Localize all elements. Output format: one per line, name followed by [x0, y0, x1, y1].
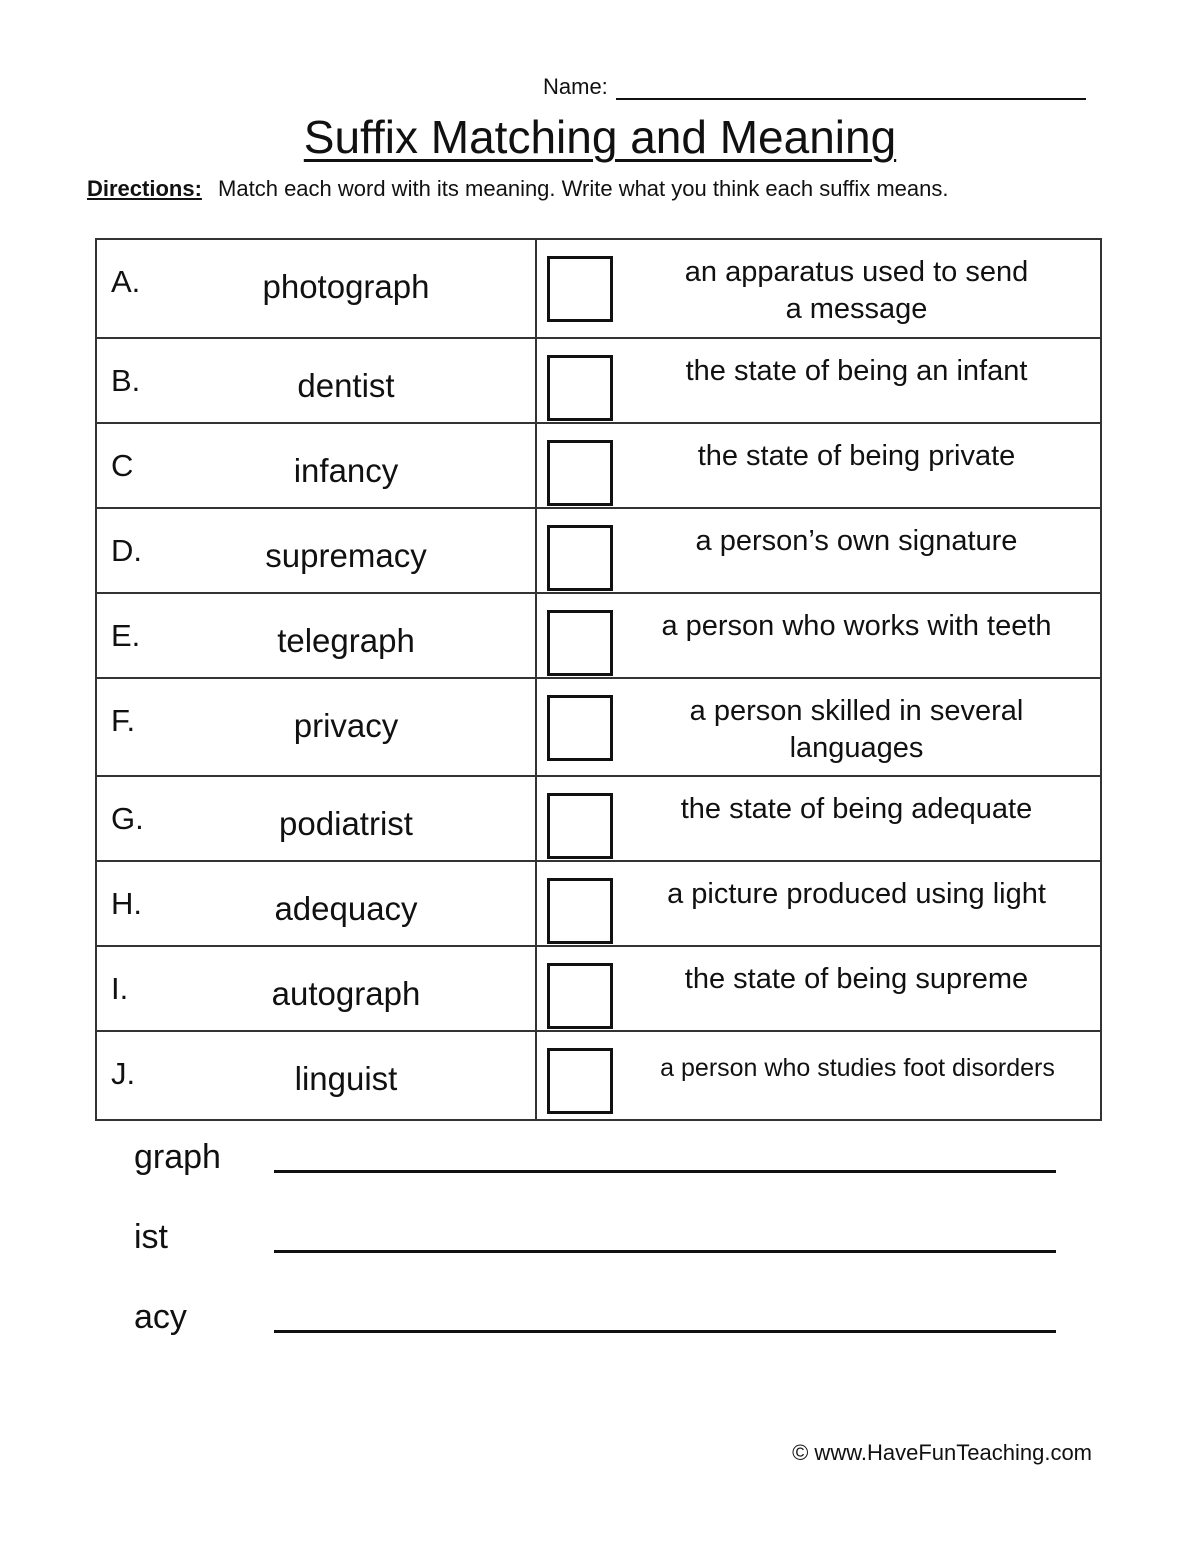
copyright-footer: © www.HaveFunTeaching.com: [792, 1440, 1092, 1465]
word-cell: [96, 1031, 536, 1120]
answer-box[interactable]: [547, 793, 613, 859]
answer-box[interactable]: [547, 695, 613, 761]
row-word: infancy: [293, 452, 399, 489]
word-cell: [96, 861, 536, 946]
directions-text: Match each word with its meaning. Write what you think each suffix means.: [218, 176, 949, 201]
row-word: supremacy: [265, 537, 427, 574]
meaning-cell: [536, 508, 1101, 593]
row-word: dentist: [297, 367, 395, 404]
meaning-cell: [536, 423, 1101, 508]
row-letter: H.: [111, 886, 142, 921]
word-cell: [96, 508, 536, 593]
word-cell: [96, 776, 536, 861]
suffix-label: acy: [134, 1298, 187, 1336]
name-field: [543, 72, 1086, 100]
answer-box[interactable]: [547, 963, 613, 1029]
suffix-row: [134, 1138, 1056, 1177]
row-word: privacy: [293, 707, 399, 744]
matching-table: [95, 238, 1102, 1121]
answer-box[interactable]: [547, 355, 613, 421]
row-word: photograph: [262, 268, 430, 305]
row-letter: B.: [111, 363, 141, 398]
row-letter: J.: [111, 1056, 136, 1091]
row-letter: D.: [111, 533, 142, 568]
answer-box[interactable]: [547, 1048, 613, 1114]
suffix-answer-line[interactable]: [274, 1250, 1056, 1253]
table-row: [96, 861, 1101, 946]
row-letter: C: [111, 448, 134, 483]
page-title: Suffix Matching and Meaning: [303, 111, 897, 163]
word-cell: [96, 338, 536, 423]
answer-box[interactable]: [547, 610, 613, 676]
directions: [87, 176, 948, 202]
name-label: Name:: [543, 74, 608, 99]
word-cell: [96, 678, 536, 776]
row-meaning: the state of being supreme: [684, 963, 1029, 995]
row-letter: E.: [111, 618, 141, 653]
row-meaning: a person’s own signature: [695, 525, 1018, 557]
row-meaning: a person who works with teeth: [661, 610, 1052, 642]
table-row: [96, 1031, 1101, 1120]
row-meaning: the state of being private: [697, 440, 1016, 472]
row-meaning: a picture produced using light: [667, 878, 1046, 910]
meaning-cell: [536, 593, 1101, 678]
answer-box[interactable]: [547, 525, 613, 591]
table-row: [96, 946, 1101, 1031]
table-row: [96, 423, 1101, 508]
row-letter: I.: [111, 971, 129, 1006]
answer-box[interactable]: [547, 878, 613, 944]
meaning-cell: [536, 946, 1101, 1031]
suffix-answer-line[interactable]: [274, 1170, 1056, 1173]
row-meaning: the state of being adequate: [680, 793, 1033, 825]
meaning-cell: [536, 776, 1101, 861]
word-cell: [96, 593, 536, 678]
row-letter: G.: [111, 801, 144, 836]
meaning-cell: [536, 239, 1101, 338]
row-word: linguist: [294, 1060, 398, 1097]
suffix-label: graph: [134, 1138, 221, 1176]
directions-label: Directions:: [87, 176, 202, 201]
table-row: [96, 338, 1101, 423]
row-word: autograph: [271, 975, 421, 1012]
table-row: [96, 508, 1101, 593]
row-letter: A.: [111, 264, 141, 299]
row-letter: F.: [111, 703, 136, 738]
suffix-answer-line[interactable]: [274, 1330, 1056, 1333]
meaning-cell: [536, 338, 1101, 423]
table-row: [96, 593, 1101, 678]
row-word: adequacy: [274, 890, 418, 927]
suffix-row: [134, 1298, 1056, 1337]
row-meaning: a person who studies foot disorders: [660, 1054, 1055, 1082]
answer-box[interactable]: [547, 440, 613, 506]
table-row: [96, 776, 1101, 861]
name-blank-line[interactable]: [616, 72, 1086, 100]
meaning-cell: [536, 1031, 1101, 1120]
table-row: [96, 678, 1101, 776]
word-cell: [96, 239, 536, 338]
meaning-cell: [536, 678, 1101, 776]
answer-box[interactable]: [547, 256, 613, 322]
row-meaning: a person skilled in several languages: [689, 695, 1024, 764]
row-meaning: the state of being an infant: [685, 355, 1028, 387]
row-meaning: an apparatus used to send a message: [684, 256, 1029, 325]
word-cell: [96, 423, 536, 508]
meaning-cell: [536, 861, 1101, 946]
row-word: telegraph: [277, 622, 415, 659]
row-word: podiatrist: [279, 805, 413, 842]
suffix-label: ist: [134, 1218, 168, 1256]
suffix-row: [134, 1218, 1056, 1257]
word-cell: [96, 946, 536, 1031]
table-row: [96, 239, 1101, 338]
